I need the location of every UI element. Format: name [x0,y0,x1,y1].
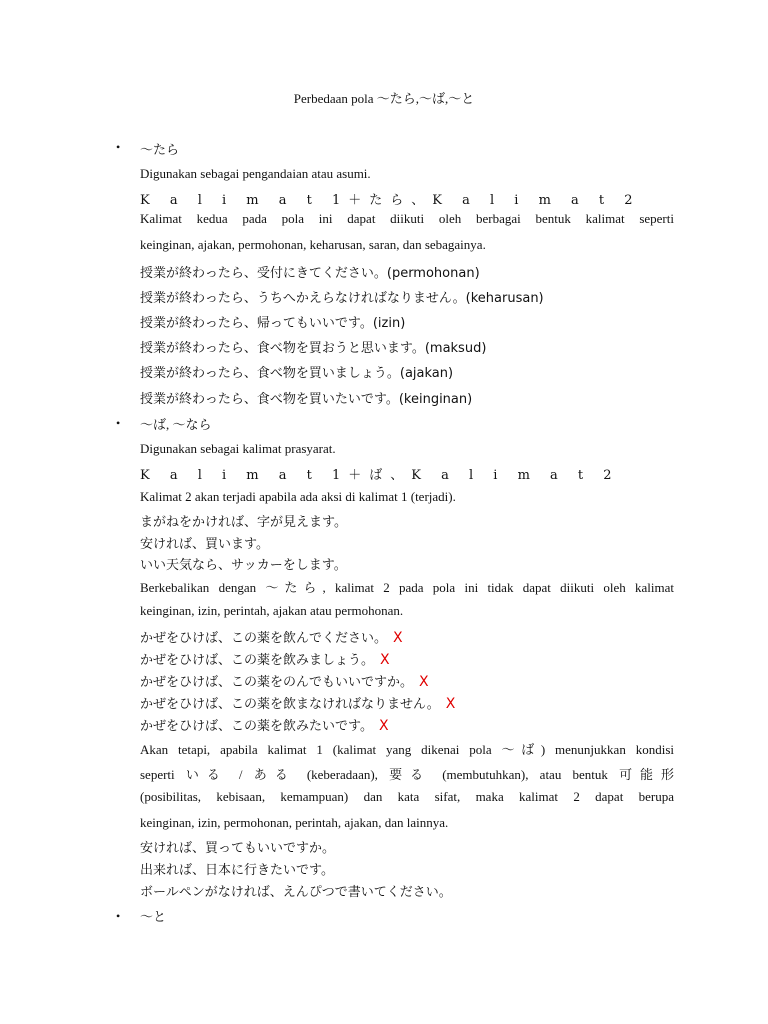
wrong-mark-icon: X [380,652,390,668]
ba-incorrect-example-1 [140,627,403,646]
tara-example-2: 授業が終わったら、うちへかえらなければなりません。(keharusan) [140,291,544,306]
wrong-mark-icon: X [378,718,389,734]
ba-exception-line-1: Akan tetapi, apabila kalimat 1 (kalimat yang dikenai pola 〜ば) menunjukkan kondisi [140,742,674,757]
bullet-icon: • [116,140,121,154]
incorrect-sentence: かぜをひけば、この薬を飲みたいです。 [140,719,373,734]
incorrect-sentence: かぜをひけば、この薬を飲みましょう。 [140,653,375,668]
ba-incorrect-example-2 [140,649,390,668]
tara-pattern: K a l i m a t 1＋たら、K a l i m a t 2 [140,193,641,208]
ba-example-2: 安ければ、買います。 [140,537,269,552]
wrong-mark-icon: X [419,674,429,690]
ba-exception-line-2: seperti いる / ある (keberadaan), 要る (membutuhkan), atau bentuk 可能形 [140,767,674,782]
ba-paragraph-line-1: Berkebalikan dengan 〜たら, kalimat 2 pada pola ini tidak dapat diikuti oleh kalimat [140,580,674,595]
tara-paragraph-line-1: Kalimat kedua pada pola ini dapat diikuti oleh berbagai bentuk kalimat seperti [140,211,674,226]
ba-example-1: まがねをかければ、字が見えます。 [140,515,347,530]
ba-incorrect-example-4 [140,693,455,712]
ba-correct-example-2: 出来れば、日本に行きたいです。 [140,863,334,878]
section-heading-to: 〜と [140,909,167,924]
ba-paragraph-line-2: keinginan, izin, perintah, ajakan atau permohonan. [140,603,404,618]
wrong-mark-icon: X [445,696,456,712]
ba-correct-example-1: 安ければ、買ってもいいですか。 [140,841,336,856]
tara-example-6: 授業が終わったら、食べ物を買いたいです。(keinginan) [140,392,473,407]
incorrect-sentence: かぜをひけば、この薬を飲まなければなりません。 [140,697,440,712]
ba-note: Kalimat 2 akan terjadi apabila ada aksi di kalimat 1 (terjadi). [140,489,456,504]
tara-example-1: 授業が終わったら、受付にきてください。(permohonan) [140,266,480,281]
incorrect-sentence: かぜをひけば、この薬を飲んでください。 [140,631,388,646]
tara-paragraph-line-2: keinginan, ajakan, permohonan, keharusan, saran, dan sebagainya. [140,237,486,252]
ba-incorrect-example-3 [140,671,429,690]
tara-example-5: 授業が終わったら、食べ物を買いましょう。(ajakan) [140,366,454,381]
ba-exception-line-3: (posibilitas, kebisaan, kemampuan) dan kata sifat, maka kalimat 2 dapat berupa [140,789,674,804]
ba-exception-line-4: keinginan, izin, permohonan, perintah, ajakan, dan lainnya. [140,815,449,830]
tara-example-4: 授業が終わったら、食べ物を買おうと思います。(maksud) [140,341,487,356]
bullet-icon: • [116,909,121,923]
tara-description: Digunakan sebagai pengandaian atau asumi. [140,166,371,181]
section-heading-ba-nara: 〜ば, 〜なら [140,417,212,432]
ba-correct-example-3: ボールペンがなければ、えんぴつで書いてください。 [140,885,452,900]
page-title: Perbedaan pola 〜たら,〜ば,〜と [293,91,475,106]
bullet-icon: • [116,416,121,430]
tara-example-3: 授業が終わったら、帰ってもいいです。(izin) [140,316,406,331]
incorrect-sentence: かぜをひけば、この薬をのんでもいいですか。 [140,675,414,690]
section-heading-tara: 〜たら [140,142,180,157]
ba-example-3: いい天気なら、サッカーをします。 [140,558,347,573]
ba-description: Digunakan sebagai kalimat prasyarat. [140,441,336,456]
ba-pattern: K a l i m a t 1＋ば、K a l i m a t 2 [140,468,620,483]
wrong-mark-icon: X [393,630,403,646]
ba-incorrect-example-5 [140,715,389,734]
